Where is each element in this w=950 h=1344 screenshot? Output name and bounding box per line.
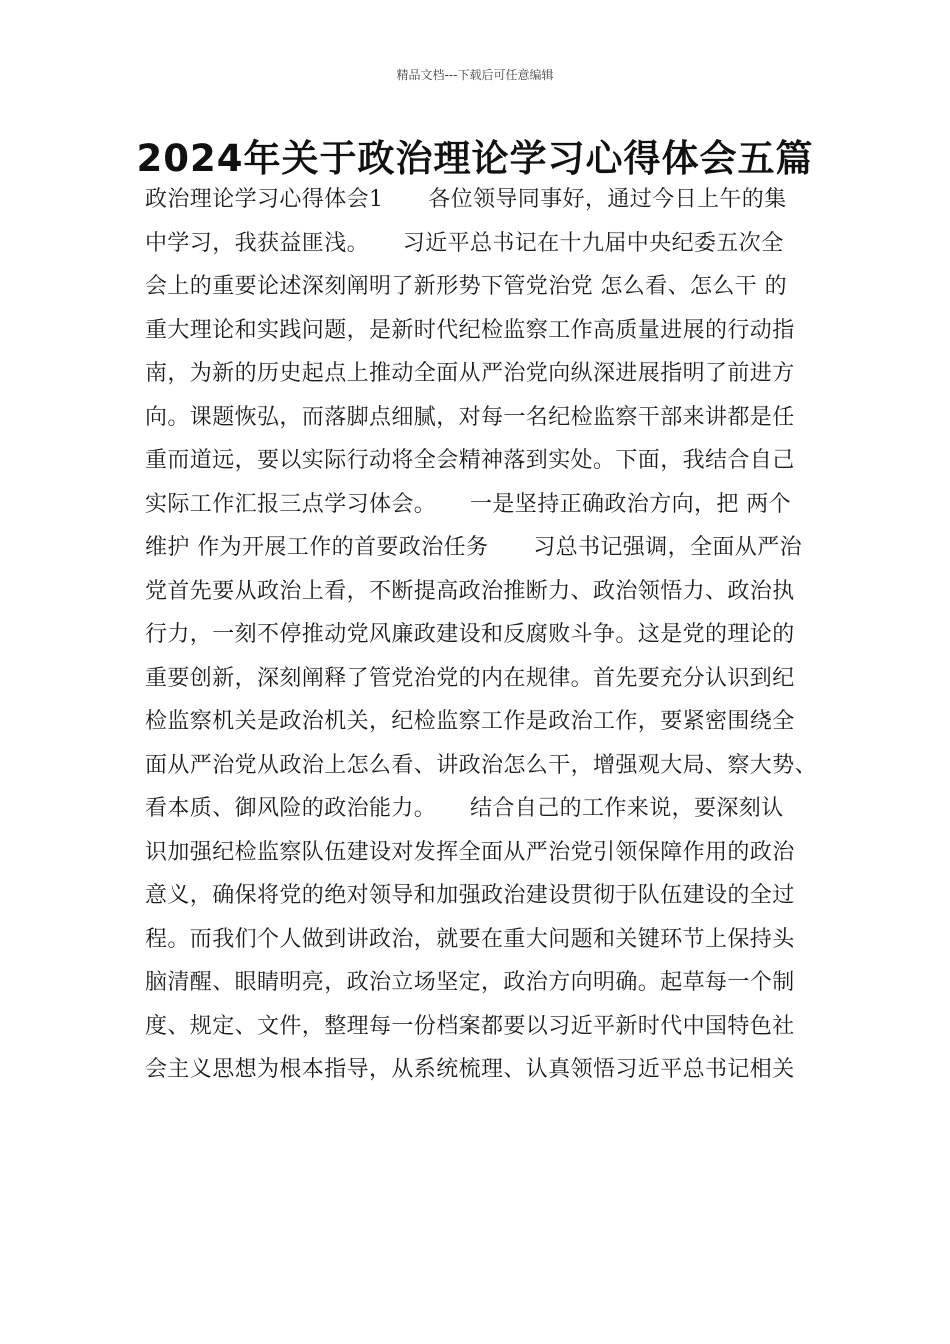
body-line: 检监察机关是政治机关，纪检监察工作是政治工作，要紧密围绕全 <box>145 709 795 734</box>
body-line: 识加强纪检监察队伍建设对发挥全面从严治党引领保障作用的政治 <box>145 839 795 865</box>
body-line: 行力，一刻不停推动党风廉政建设和反腐败斗争。这是党的理论的 <box>145 622 795 647</box>
body-line: 重要创新，深刻阐释了管党治党的内在规律。首先要充分认识到纪 <box>145 665 795 691</box>
body-line: 面从严治党从政治上怎么看、讲政治怎么干，增强观大局、察大势、 <box>145 752 818 778</box>
body-line: 程。而我们个人做到讲政治，就要在重大问题和关键环节上保持头 <box>145 926 795 952</box>
document-body <box>145 178 845 1092</box>
body-line: 度、规定、文件，整理每一份档案都要以习近平新时代中国特色社 <box>145 1013 795 1039</box>
body-line: 党首先要从政治上看，不断提高政治推断力、政治领悟力、政治执 <box>145 578 795 604</box>
body-line: 会主义思想为根本指导，从系统梳理、认真领悟习近平总书记相关 <box>145 1057 795 1082</box>
body-line: 南，为新的历史起点上推动全面从严治党向纵深进展指明了前进方 <box>145 361 795 386</box>
body-line: 会上的重要论述深刻阐明了新形势下管党治党 怎么看、怎么干 的 <box>145 274 787 299</box>
body-line: 意义，确保将党的绝对领导和加强政治建设贯彻于队伍建设的全过 <box>145 883 795 908</box>
body-line: 重大理论和实践问题，是新时代纪检监察工作高质量进展的行动指 <box>145 317 795 343</box>
body-line: 看本质、御风险的政治能力。 结合自己的工作来说，要深刻认 <box>145 796 784 821</box>
document-title: 2024年关于政治理论学习心得体会五篇 <box>136 137 814 180</box>
body-line: 维护 作为开展工作的首要政治任务 习总书记强调，全面从严治 <box>145 535 802 560</box>
body-line: 向。课题恢弘，而落脚点细腻，对每一名纪检监察干部来讲都是任 <box>145 404 795 430</box>
body-line: 中学习，我获益匪浅。 习近平总书记在十九届中央纪委五次全 <box>145 230 784 256</box>
body-line: 脑清醒、眼睛明亮，政治立场坚定，政治方向明确。起草每一个制 <box>145 970 795 995</box>
header-note: 精品文档---下载后可任意编辑 <box>396 68 554 82</box>
body-line: 实际工作汇报三点学习体会。 一是坚持正确政治方向，把 两个 <box>145 491 791 517</box>
body-line: 重而道远，要以实际行动将全会精神落到实处。下面，我结合自己 <box>145 448 795 473</box>
body-line: 政治理论学习心得体会1 各位领导同事好，通过今日上午的集 <box>145 187 787 212</box>
